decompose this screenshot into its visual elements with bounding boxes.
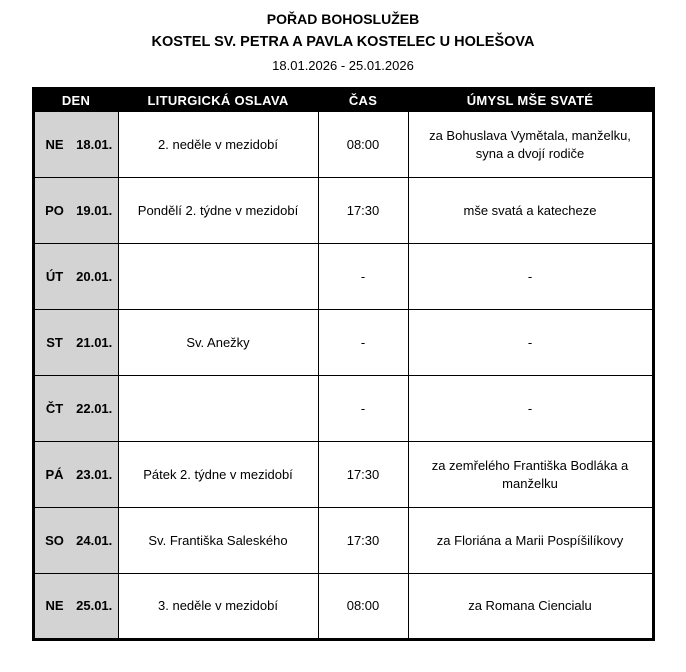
- intention-cell: -: [408, 376, 653, 442]
- time-cell: 17:30: [318, 508, 408, 574]
- intention-cell: za Bohuslava Vymětala, manželku, syna a dvojí rodiče: [408, 112, 653, 178]
- table-row: [33, 244, 653, 310]
- day-date: 20.01.: [76, 268, 113, 284]
- column-header-oslava: LITURGICKÁ OSLAVA: [118, 89, 318, 112]
- schedule-table: [32, 87, 655, 641]
- day-cell: [33, 376, 118, 442]
- time-cell: 08:00: [318, 574, 408, 640]
- table-header-row: [33, 89, 653, 112]
- day-date: 23.01.: [76, 466, 113, 482]
- day-date: 22.01.: [76, 400, 113, 416]
- day-abbr: PÁ: [45, 466, 64, 482]
- day-abbr: NE: [45, 598, 64, 614]
- table-row: [33, 508, 653, 574]
- day-abbr: ÚT: [45, 268, 64, 284]
- intention-cell: mše svatá a katecheze: [408, 178, 653, 244]
- day-cell: [33, 574, 118, 640]
- celebration-cell: Sv. Františka Saleského: [118, 508, 318, 574]
- table-row: [33, 112, 653, 178]
- day-cell: [33, 442, 118, 508]
- celebration-cell: Pondělí 2. týdne v mezidobí: [118, 178, 318, 244]
- intention-cell: za zemřelého Františka Bodláka a manželku: [408, 442, 653, 508]
- church-name: KOSTEL SV. PETRA A PAVLA KOSTELEC U HOLEŠOVA: [151, 34, 535, 51]
- time-cell: 17:30: [318, 442, 408, 508]
- intention-cell: -: [408, 244, 653, 310]
- column-header-den: DEN: [33, 89, 118, 112]
- document-header: [0, 0, 686, 73]
- day-cell: [33, 310, 118, 376]
- celebration-cell: [118, 376, 318, 442]
- intention-cell: -: [408, 310, 653, 376]
- intention-cell: za Floriána a Marii Pospíšilíkovy: [408, 508, 653, 574]
- day-abbr: ČT: [45, 400, 64, 416]
- time-cell: -: [318, 310, 408, 376]
- day-cell: [33, 244, 118, 310]
- day-date: 25.01.: [76, 598, 113, 614]
- celebration-cell: 3. neděle v mezidobí: [118, 574, 318, 640]
- day-date: 21.01.: [76, 334, 113, 350]
- table-row: [33, 376, 653, 442]
- time-cell: -: [318, 244, 408, 310]
- table-row: [33, 442, 653, 508]
- day-abbr: NE: [45, 136, 64, 152]
- column-header-umysl: ÚMYSL MŠE SVATÉ: [408, 89, 653, 112]
- celebration-cell: Pátek 2. týdne v mezidobí: [118, 442, 318, 508]
- intention-cell: za Romana Ciencialu: [408, 574, 653, 640]
- column-header-cas: ČAS: [318, 89, 408, 112]
- celebration-cell: Sv. Anežky: [118, 310, 318, 376]
- day-cell: [33, 508, 118, 574]
- day-cell: [33, 112, 118, 178]
- day-date: 24.01.: [76, 532, 113, 548]
- celebration-cell: [118, 244, 318, 310]
- day-date: 19.01.: [76, 202, 113, 218]
- day-abbr: SO: [45, 532, 64, 548]
- day-abbr: ST: [46, 334, 63, 350]
- date-range: 18.01.2026 - 25.01.2026: [272, 58, 414, 74]
- celebration-cell: 2. neděle v mezidobí: [118, 112, 318, 178]
- page-title: POŘAD BOHOSLUŽEB: [266, 11, 420, 27]
- table-row: [33, 178, 653, 244]
- table-row: [33, 574, 653, 640]
- day-date: 18.01.: [76, 136, 113, 152]
- table-row: [33, 310, 653, 376]
- time-cell: 08:00: [318, 112, 408, 178]
- time-cell: -: [318, 376, 408, 442]
- day-cell: [33, 178, 118, 244]
- time-cell: 17:30: [318, 178, 408, 244]
- day-abbr: PO: [45, 202, 64, 218]
